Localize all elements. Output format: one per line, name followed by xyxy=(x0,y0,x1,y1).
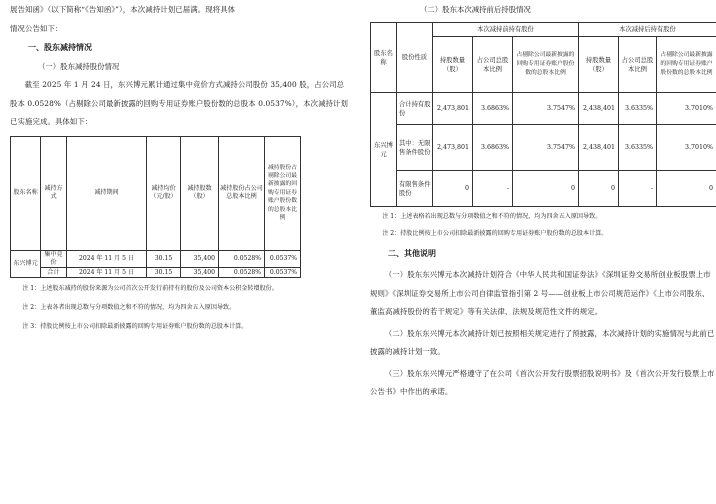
row-method: 集中竞价 xyxy=(41,250,67,268)
header-before-shares: 持股数量（股） xyxy=(433,37,473,93)
row-after-ratio: 3.6335% xyxy=(619,125,657,171)
reduction-summary-paragraph: 截至 2025 年 1 月 24 日，东兴博元累计通过集中竞价方式减持公司股份 35,400 股，占公司总股本 0.0528%（占剔除公司最新披露的回购专用证券账户股份数的总股本 0.0537%），本次减持计划已实施完成。具体如下： xyxy=(10,80,349,126)
header-method: 减持方式 xyxy=(41,136,67,250)
row-nature: 其中：无限售条件股份 xyxy=(397,125,433,171)
shareholder-name: 东兴博元 xyxy=(11,250,41,278)
row-after-ratio-adjusted: 0 xyxy=(657,171,716,207)
header-nature: 股份性质 xyxy=(397,23,433,93)
row-after-ratio: - xyxy=(619,171,657,207)
header-before: 本次减持前持有股份 xyxy=(433,23,579,37)
table-row xyxy=(371,93,716,125)
shareholder-name: 东兴博元 xyxy=(371,93,397,207)
other-note-3: （三）股东东兴博元严格遵守了在公司《首次公开发行股票招股说明书》及《首次公开发行股票上市公告书》中作出的承诺。 xyxy=(370,368,715,396)
left-column xyxy=(10,0,350,333)
row-ratio-total: 0.0528% xyxy=(219,250,265,268)
table-row xyxy=(371,125,716,171)
row-nature: 合计持有股份 xyxy=(397,93,433,125)
header-after-ratio: 占公司总股本比例 xyxy=(619,37,657,93)
right-column xyxy=(370,0,716,402)
row-period: 2024 年 11 月 5 日 xyxy=(67,250,147,268)
row-before-shares: 0 xyxy=(433,171,473,207)
row-before-shares: 2,473,801 xyxy=(433,125,473,171)
row-before-ratio: - xyxy=(473,171,513,207)
table-row-total xyxy=(11,268,301,278)
row-shares: 35,400 xyxy=(181,268,219,278)
row-before-ratio: 3.6863% xyxy=(473,93,513,125)
header-ratio-adjusted: 减持股份占剔除公司最新披露的回购专用证券账户股份数的总股本比例 xyxy=(265,136,301,250)
reduction-detail-table xyxy=(10,136,301,279)
row-after-shares: 2,438,401 xyxy=(579,125,619,171)
row-price: 30.15 xyxy=(147,268,181,278)
table-row xyxy=(11,250,301,268)
header-shareholder: 股东名称 xyxy=(11,136,41,250)
right-note-2: 注 2：持股比例按上市公司扣除最新披露的回购专用证券账户股份数的总股本计算。 xyxy=(382,230,608,237)
header-before-ratio: 占公司总股本比例 xyxy=(473,37,513,93)
left-note-1: 注 1：上述股东减持的股份来源为公司首次公开发行前持有的股份及公司资本公积金转增股份。 xyxy=(22,285,278,293)
header-price: 减持均价（元/股） xyxy=(147,136,181,250)
header-ratio-total: 减持股份占公司总股本比例 xyxy=(219,136,265,250)
intro-line-1: 展告知函》（以下简称“《告知函》”），本次减持计划已届满。现将具体 xyxy=(10,5,236,14)
header-after-shares: 持股数量（股） xyxy=(579,37,619,93)
row-ratio-adjusted: 0.0537% xyxy=(265,250,301,268)
row-before-ratio-adjusted: 3.7547% xyxy=(513,125,579,171)
row-before-ratio: 3.6863% xyxy=(473,125,513,171)
row-after-ratio-adjusted: 3.7010% xyxy=(657,93,716,125)
row-ratio-total: 0.0528% xyxy=(219,268,265,278)
header-period: 减持期间 xyxy=(67,136,147,250)
header-shareholder: 股东名称 xyxy=(371,23,397,93)
header-after: 本次减持后持有股份 xyxy=(579,23,716,37)
row-before-ratio-adjusted: 3.7547% xyxy=(513,93,579,125)
row-method: 合计 xyxy=(41,268,67,278)
left-note-3: 注 3：持股比例按上市公司扣除最新披露的回购专用证券账户股份数的总股本计算。 xyxy=(22,323,248,331)
table-header-row-1 xyxy=(371,23,716,37)
row-ratio-adjusted: 0.0537% xyxy=(265,268,301,278)
header-after-ratio-adjusted: 占剔除公司最新披露的回购专用证券账户股份数的总股本比例 xyxy=(657,37,716,93)
row-shares: 35,400 xyxy=(181,250,219,268)
section-1-title: 一、股东减持情况 xyxy=(28,43,92,52)
row-period: 2024 年 11 月 5 日 xyxy=(67,268,147,278)
holding-change-table xyxy=(370,22,716,207)
row-after-ratio: 3.6335% xyxy=(619,93,657,125)
header-shares: 减持股数（股） xyxy=(181,136,219,250)
subsection-2-title: （二）股东本次减持前后持股情况 xyxy=(420,5,531,14)
other-note-1: （一）股东东兴博元本次减持计划符合《中华人民共和国证券法》《深圳证券交易所创业板股票上市规则》《深圳证券交易所上市公司自律监管指引第 2 号——创业板上市公司规范运作》《上市公司股东、董监高减持股份的若干规定》等有关法律、法规及规范性文件的规定。 xyxy=(370,270,711,316)
row-nature: 有限售条件股份 xyxy=(397,171,433,207)
row-price: 30.15 xyxy=(147,250,181,268)
other-note-2: （二）股东东兴博元本次减持计划已按照相关规定进行了预披露，本次减持计划的实施情况与此前已披露的减持计划一致。 xyxy=(370,328,715,356)
subsection-1-title: （一）股东减持股份情况 xyxy=(38,62,120,71)
row-after-ratio-adjusted: 3.7010% xyxy=(657,125,716,171)
row-before-shares: 2,473,801 xyxy=(433,93,473,125)
table-row xyxy=(371,171,716,207)
table-header-row xyxy=(11,136,301,250)
section-2-title: 二、其他说明 xyxy=(388,249,436,258)
right-note-1: 注 1：上述表格若出现总数与分项数值之和不符的情况，均为四舍五入原因导致。 xyxy=(382,213,602,220)
row-after-shares: 2,438,401 xyxy=(579,93,619,125)
row-before-ratio-adjusted: 0 xyxy=(513,171,579,207)
row-after-shares: 0 xyxy=(579,171,619,207)
header-before-ratio-adjusted: 占剔除公司最新披露的回购专用证券账户股份数的总股本比例 xyxy=(513,37,579,93)
intro-line-2: 情况公告如下： xyxy=(10,23,63,33)
left-note-2: 注 2：上表各者出现总数与分项数值之和不符的情况，均为四舍五入原因导致。 xyxy=(22,304,236,312)
